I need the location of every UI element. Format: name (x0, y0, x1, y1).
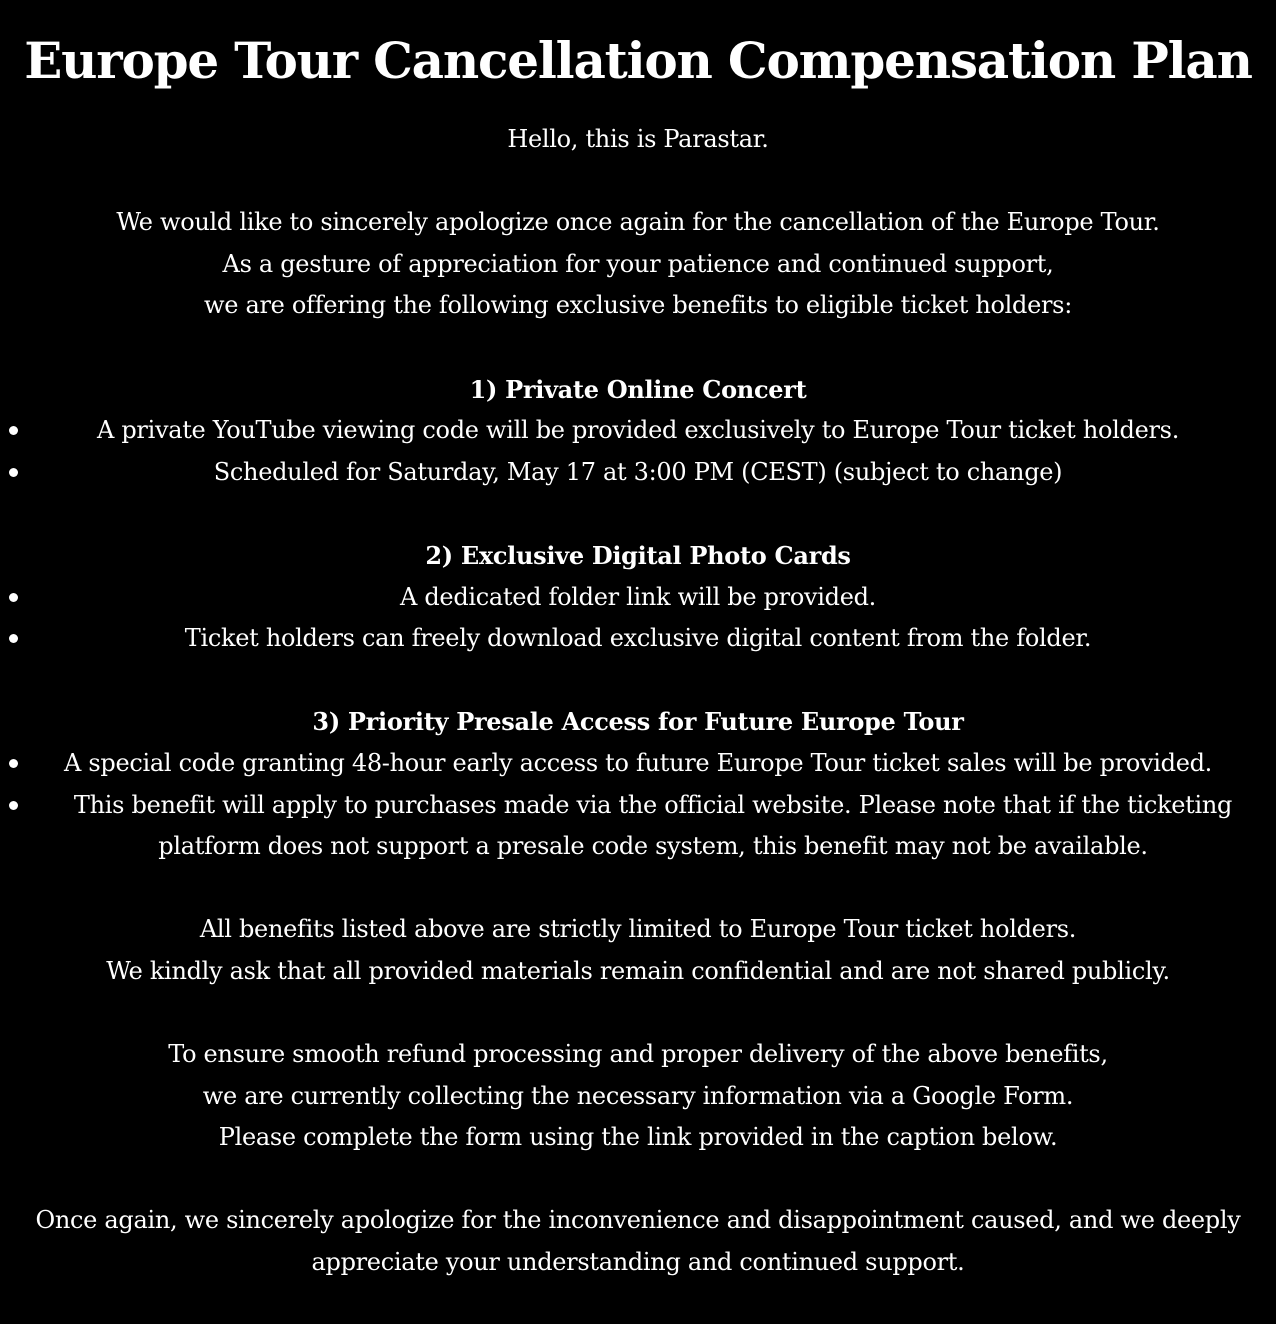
spacer (8, 493, 1268, 535)
limits-line: We kindly ask that all provided materials remain confidential and are not shared publicly. (106, 956, 1170, 985)
form-notice-line: To ensure smooth refund processing and proper delivery of the above benefits, (168, 1040, 1108, 1069)
bullet-text: Ticket holders can freely download exclusive digital content from the folder. (184, 624, 1092, 653)
spacer (8, 1159, 1268, 1201)
spacer (8, 868, 1268, 910)
benefit-section-2 (8, 535, 1268, 660)
benefit-heading: 3) Priority Presale Access for Future Europe Tour (312, 707, 964, 737)
bullet-text: A dedicated folder link will be provided. (400, 582, 876, 611)
bullet-text: A special code granting 48-hour early access to future Europe Tour ticket sales will be provided. (64, 748, 1212, 777)
intro-line: We would like to sincerely apologize once again for the cancellation of the Europe Tour. (116, 208, 1160, 237)
benefit-bullet-list (8, 743, 1268, 868)
intro-line: As a gesture of appreciation for your patience and continued support, (222, 249, 1054, 278)
spacer (8, 161, 1268, 203)
limits-line: All benefits listed above are strictly limited to Europe Tour ticket holders. (199, 915, 1077, 944)
benefit-bullet (8, 452, 1268, 494)
closing-text: Once again, we sincerely apologize for the inconvenience and disappointment caused, and we deeply appreciate your understanding and continued support. (35, 1206, 1241, 1277)
benefit-bullet-list (8, 410, 1268, 493)
bullet-icon (6, 618, 20, 660)
benefit-section-3 (8, 701, 1268, 867)
form-notice-line: Please complete the form using the link provided in the caption below. (218, 1123, 1058, 1152)
spacer (8, 660, 1268, 702)
form-notice-line: we are currently collecting the necessary information via a Google Form. (202, 1081, 1074, 1110)
bullet-icon (6, 452, 20, 494)
bullet-icon (6, 410, 20, 452)
benefit-heading: 1) Private Online Concert (469, 374, 807, 404)
bullet-text: This benefit will apply to purchases made via the official website. Please note that if the ticketing platform does not support a presale code system, this benefit may not be available. (73, 790, 1233, 861)
benefit-bullet (8, 743, 1268, 785)
intro-line: we are offering the following exclusive benefits to eligible ticket holders: (203, 291, 1072, 320)
bullet-icon (6, 743, 20, 785)
benefit-bullet-list (8, 577, 1268, 660)
bullet-icon (6, 577, 20, 619)
spacer (8, 327, 1268, 369)
bullet-text: A private YouTube viewing code will be provided exclusively to Europe Tour ticket holders. (96, 416, 1180, 445)
benefit-bullet (8, 410, 1268, 452)
benefit-bullet (8, 618, 1268, 660)
benefit-heading: 2) Exclusive Digital Photo Cards (425, 540, 851, 570)
greeting-text: Hello, this is Parastar. (507, 125, 769, 153)
bullet-text: Scheduled for Saturday, May 17 at 3:00 PM (CEST) (subject to change) (213, 457, 1063, 486)
spacer (8, 992, 1268, 1034)
page-title: Europe Tour Cancellation Compensation Plan (24, 31, 1252, 90)
bullet-icon (6, 785, 20, 827)
benefit-bullet (8, 785, 1268, 868)
benefit-bullet (8, 577, 1268, 619)
benefit-section-1 (8, 369, 1268, 494)
